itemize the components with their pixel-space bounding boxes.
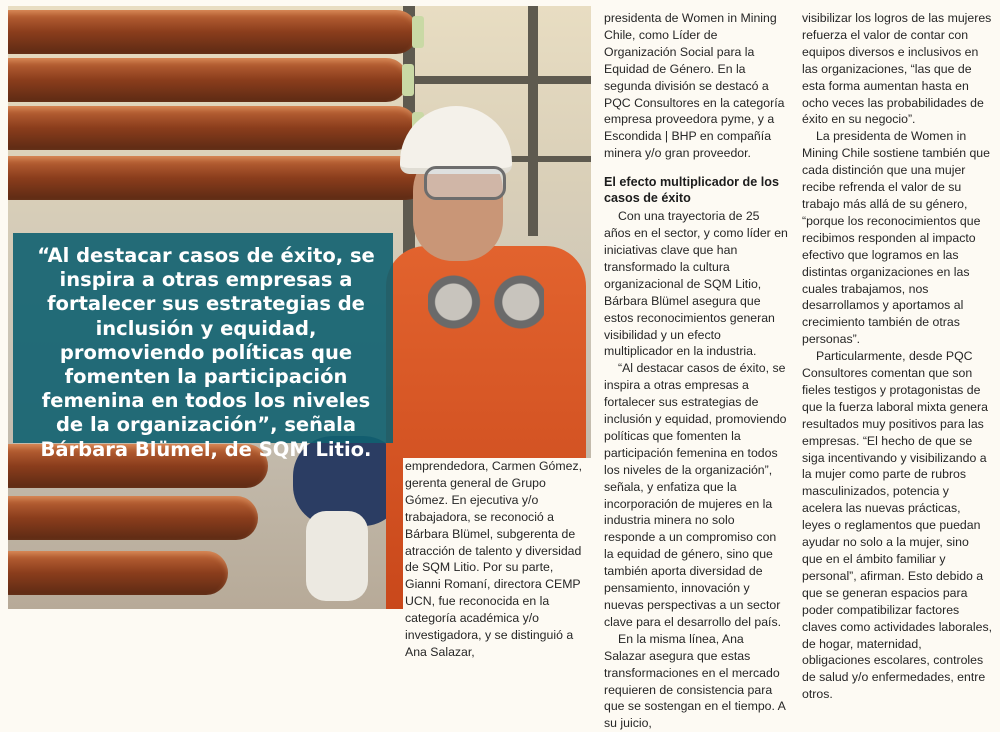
paragraph: En la misma línea, Ana Salazar asegura que estas transformaciones en el mercado requieren de consistencia para que se sostengan en el tiempo. A su juicio, xyxy=(604,631,786,731)
copper-pipe xyxy=(8,106,418,150)
respirator-mask xyxy=(428,274,544,330)
paragraph: visibilizar los logros de las mujeres refuerza el valor de contar con equipos diversos e inclusivos en las organizaciones, “las que de esta forma aumentan hasta en ocho veces las probabilidades de éxito en su negocio”. xyxy=(802,11,992,127)
copper-pipe xyxy=(8,496,258,540)
copper-pipe xyxy=(8,551,228,595)
roof-beam xyxy=(528,6,538,236)
safety-goggles xyxy=(424,166,506,200)
work-glove xyxy=(306,511,368,601)
paragraph: La presidenta de Women in Mining Chile sostiene también que cada distinción que una mujer recibe refrenda el valor de su trabajo más allá de su género, “porque los reconocimientos que recibimos responden al impacto efectivo que logramos en las distintas organizaciones en las cuales trabajamos, nos desarrollamos y aportamos al crecimiento también de otras personas”. xyxy=(802,129,990,347)
section-heading: El efecto multiplicador de los casos de éxito xyxy=(604,175,779,206)
paragraph: emprendedora, Carmen Gómez, gerenta general de Grupo Gómez. En ejecutiva y/o trabajadora, se reconoció a Bárbara Blümel, subgerenta de atracción de talento y diversidad de SQM Litio. Por su parte, Gianni Romaní, directora CEMP UCN, fue reconocida en la categoría académica y/o investigadora, y se distinguió a Ana Salazar, xyxy=(405,459,583,659)
article-column-3 xyxy=(802,10,992,703)
article-column-2 xyxy=(604,10,788,732)
copper-pipe xyxy=(8,58,408,102)
paragraph: Con una trayectoria de 25 años en el sector, y como líder en iniciativas clave que han transformado la cultura organizacional de SQM Litio, Bárbara Blümel asegura que estos reconocimientos generan visibilidad y un efecto multiplicador en la industria. xyxy=(604,209,788,359)
paragraph: presidenta de Women in Mining Chile, como Líder de Organización Social para la Equidad de Género. En la segunda división se destacó a PQC Consultores en la categoría empresa proveedora pyme, y a Escondida | BHP en compañía minera y/o gran proveedor. xyxy=(604,11,785,161)
article-column-1 xyxy=(403,458,591,661)
copper-pipe xyxy=(8,10,418,54)
copper-pipe xyxy=(8,156,428,200)
paragraph: “Al destacar casos de éxito, se inspira a otras empresas a fortalecer sus estrategias de inclusión y equidad, promoviendo políticas que fomenten la participación femenina en todos los niveles de la organización”, señala, y enfatiza que la incorporación de mujeres en la industria minera no solo responde a un compromiso con la equidad de género, sino que también aporta diversidad de pensamiento, innovación y nuevas perspectivas a un sector clave para el desarrollo del país. xyxy=(604,361,787,629)
roof-beam xyxy=(403,76,591,84)
paragraph: Particularmente, desde PQC Consultores comentan que son fieles testigos y protagonistas de que la fuerza laboral mixta genera resultados muy positivos para las empresas. “El hecho de que se siga incentivando y visibilizando a la mujer como parte de rubros masculinizados, potencia y acelera las nuevas prácticas, leyes o reglamentos que puedan ayudar no solo a la mujer, sino que en el ámbito familiar y personal”, afirman. Esto debido a que se generan espacios para poder compatibilizar factores claves como actividades laborales, de hogar, maternidad, obligaciones escolares, controles de salud y/o enfermedades, entre otros. xyxy=(802,349,993,702)
pull-quote: “Al destacar casos de éxito, se inspira a otras empresas a fortalecer sus estrategias de inclusión y equidad, promoviendo políticas que fomenten la participación femenina en todos los niveles de la organización”, señala Bárbara Blümel, de SQM Litio. xyxy=(37,244,375,461)
